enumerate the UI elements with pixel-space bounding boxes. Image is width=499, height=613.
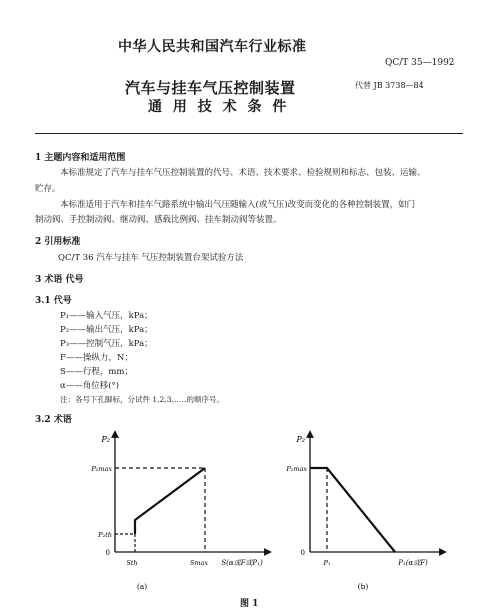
figure-a-xth-label: Sth: [126, 559, 138, 567]
figure-b-ymax-label: P₂max: [286, 465, 307, 473]
figure-a-xmax-label: Smax: [189, 559, 209, 567]
header-divider: [35, 133, 463, 134]
document-title: 汽车与挂车气压控制装置: [125, 79, 296, 97]
document-subtitle: 通 用 技 术 条 件: [148, 99, 290, 115]
section-1-paragraph-1: 本标准规定了汽车与挂车气压控制装置的代号、术语、技术要求、检验规则和标志、包装、运输、: [60, 168, 426, 178]
figure-a-ymax-label: P₂max: [91, 465, 112, 473]
code-item: P₁——输入气压，kPa；: [60, 311, 153, 321]
code-item: P₃——控制气压，kPa；: [60, 339, 153, 349]
figure-b-curve: [310, 468, 395, 552]
section-1-paragraph-2: 本标准适用于汽车和挂车气路系统中输出气压随输入(或气压)改变而变化的各种控制装置，如门: [60, 200, 416, 210]
code-item: S——行程，mm；: [60, 367, 133, 377]
section-3-title: 3 术语 代号: [35, 275, 84, 285]
code-item: F——操纵力，N；: [60, 353, 133, 363]
figure-b-xth-label: P₁: [323, 559, 331, 567]
section-2-title: 2 引用标准: [35, 237, 81, 247]
figure-b-y-label: P₂: [296, 435, 305, 444]
figure-a-yth-label: P₂th: [98, 531, 112, 539]
section-3-1-title: 3.1 代号: [35, 296, 72, 306]
section-1-paragraph-2-cont: 制动阀、手控制动阀、继动阀、感载比例阀、挂车制动阀等装置。: [35, 215, 282, 225]
figure-a-origin: 0: [105, 549, 110, 557]
section-2-reference: QC/T 36 汽车与挂车 气压控制装置台架试验方法: [58, 253, 244, 263]
code-item: P₂——输出气压，kPa；: [60, 325, 153, 335]
figure-a-x-axis-label: S(α或F或P₁): [221, 559, 263, 567]
document-org: 中华人民共和国汽车行业标准: [118, 39, 307, 55]
section-3-2-title: 3.2 术语: [35, 415, 72, 425]
figure-b-x-axis-label: P₁(α或F): [398, 559, 428, 567]
section-1-title: 1 主题内容和适用范围: [35, 153, 126, 163]
replaced-standard: 代替 JB 3738—84: [355, 81, 424, 90]
code-item: α——角位移(°): [60, 381, 120, 391]
figure-caption: 图 1: [240, 599, 259, 609]
standard-number: QC/T 35—1992: [385, 58, 455, 68]
figure-a-y-label: P₂: [101, 435, 110, 444]
figure-b-caption: (b): [357, 582, 369, 591]
figure-b-origin: 0: [300, 549, 305, 557]
figure-a-caption: (a): [136, 582, 148, 591]
codes-note: 注：各号下孔脚标，分试件 1,2,3……的顺序号。: [60, 395, 224, 404]
section-1-paragraph-1-cont: 贮存。: [35, 184, 61, 194]
figure-a-curve: [135, 468, 205, 534]
figure-a: [90, 428, 275, 593]
figure-b: [285, 428, 450, 593]
